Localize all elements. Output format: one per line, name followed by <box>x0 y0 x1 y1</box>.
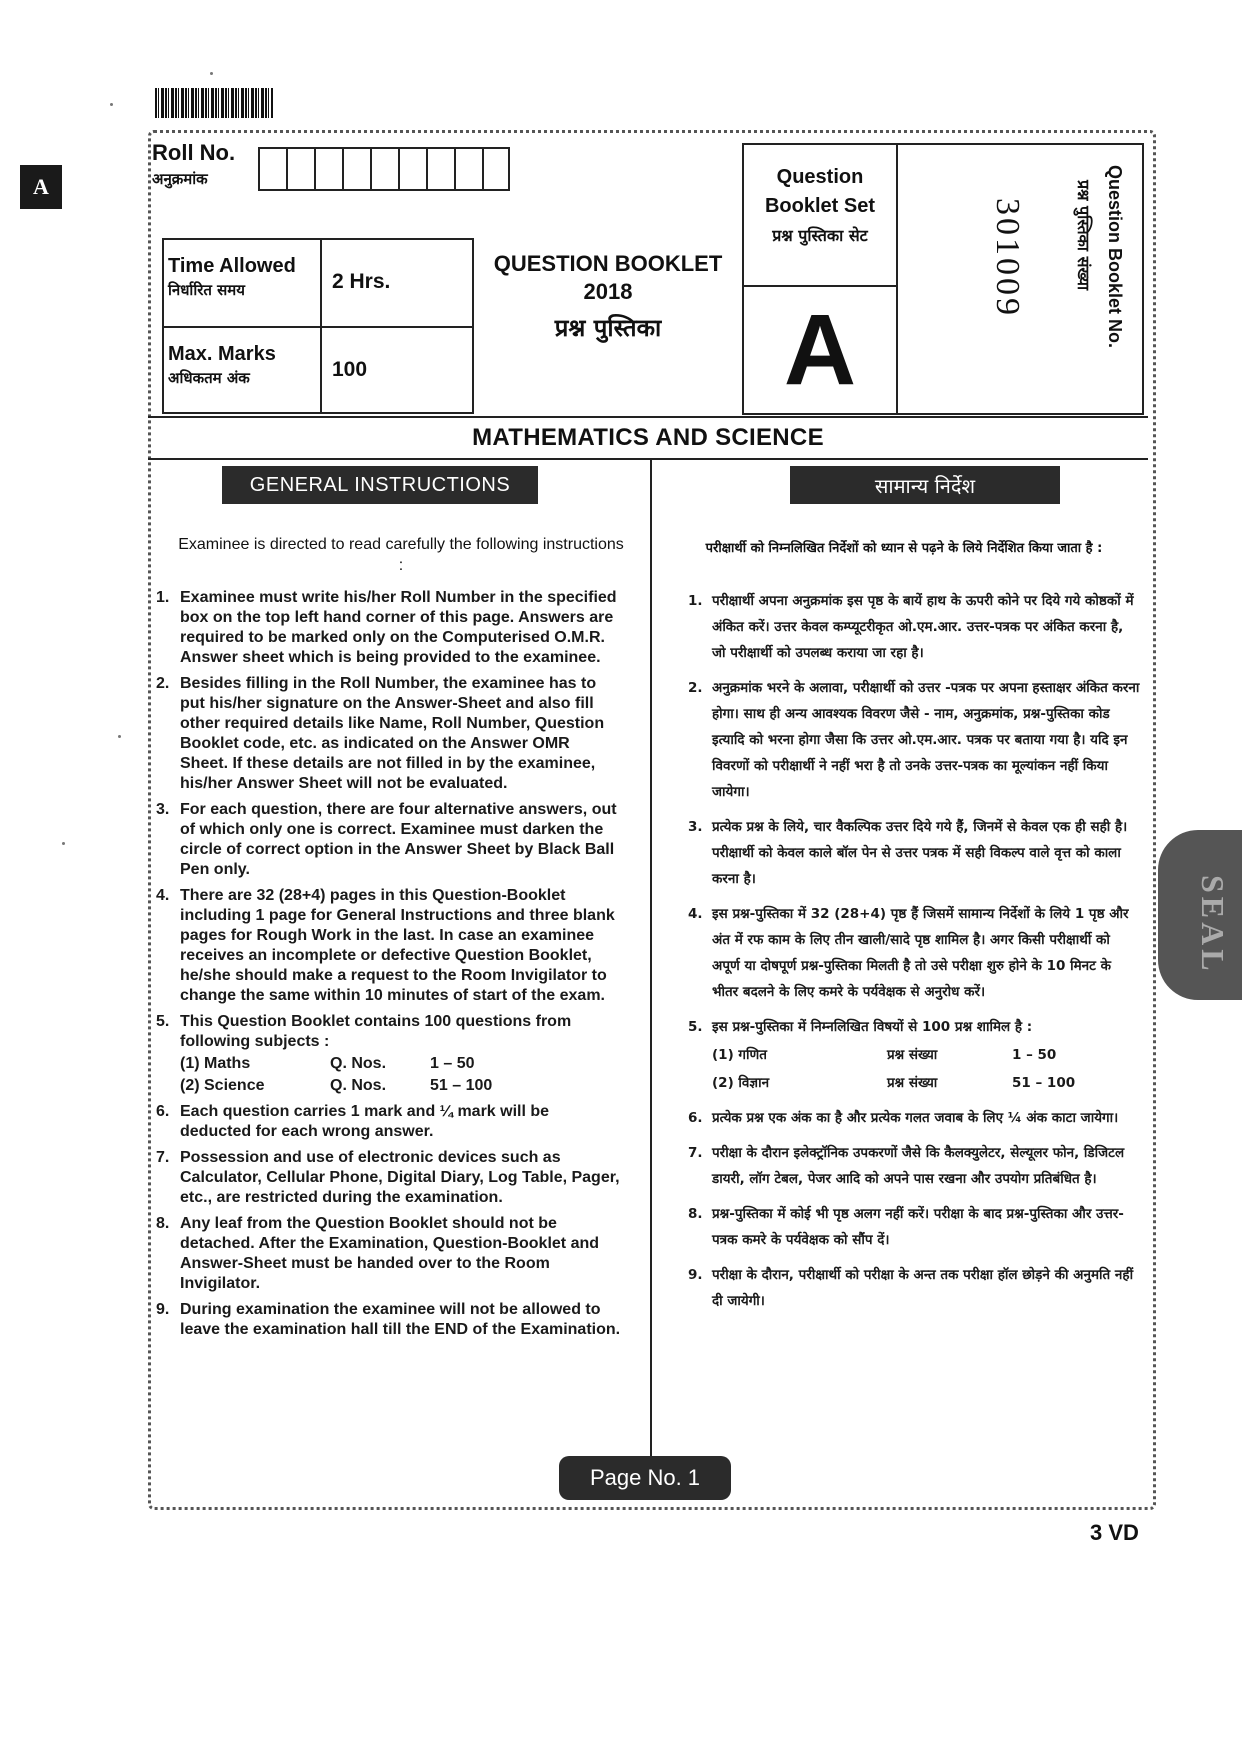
list-item: 3. प्रत्येक प्रश्न के लिये, चार वैकल्पिक उत्तर दिये गये हैं, जिनमें से केवल एक ही सही है। परीक्षार्थी को केवल काले बॉल पेन से उत्तर पत्रक में सही विकल्प वाले वृत्त को काला करना है। <box>688 819 1128 887</box>
booklet-number-label-hi: प्रश्न पुस्तिका संख्या <box>1074 180 1093 291</box>
list-item: 2. Besides filling in the Roll Number, the examinee has to put his/her signature on the Answer-Sheet and also fill other required details like Name, Roll Number, Question Booklet code, etc. as indicated on the Answer OMR Sheet. If these details are not filled in by the examinee, his/her Answer Sheet will not be evaluated. <box>156 675 605 792</box>
general-instructions-header: GENERAL INSTRUCTIONS <box>222 466 538 504</box>
subjects-table-hi: (1) गणित प्रश्न संख्या 1 – 50 (2) विज्ञान प्रश्न संख्या 51 – 100 <box>712 1047 1076 1091</box>
roll-digit-box[interactable] <box>398 147 426 191</box>
list-item: 8. प्रश्न-पुस्तिका में कोई भी पृष्ठ अलग नहीं करें। परीक्षा के बाद प्रश्न-पुस्तिका और उत्तर-पत्रक कमरे के पर्यवेक्षक को सौंप दें। <box>688 1206 1124 1248</box>
set-side-tag: A <box>20 165 62 209</box>
booklet-title-hi: प्रश्न पुस्तिका <box>554 314 662 342</box>
marks-value: 100 <box>332 358 368 381</box>
booklet-serial-number: 301009 <box>989 198 1026 318</box>
list-item: 1. Examinee must write his/her Roll Number in the specified box on the top left hand corner of this page. Answers are required to be marked only on the Computerised O.M.R. Answer sheet which is being provided to the examinee. <box>156 589 617 666</box>
list-item: 2. अनुक्रमांक भरने के अलावा, परीक्षार्थी को उत्तर -पत्रक पर अपना हस्ताक्षर अंकित करना होगा। साथ ही अन्य आवश्यक विवरण जैसे - नाम, अनुक्रमांक, प्रश्न-पुस्तिका कोड इत्यादि को भरना होगा जैसा कि उत्तर ओ.एम.आर. पत्रक पर बताया गया है। यदि इन विवरणों को परीक्षार्थी ने नहीं भरा है तो उनके उत्तर-पत्रक का मूल्यांकन नहीं किया जायेगा। <box>688 680 1140 800</box>
booklet-year: 2018 <box>583 279 633 304</box>
time-value: 2 Hrs. <box>332 270 391 293</box>
time-label: Time Allowed निर्धारित समय <box>168 255 296 299</box>
time-marks-table <box>162 238 474 414</box>
list-item: 5. इस प्रश्न-पुस्तिका में निम्नलिखित विषयों से 100 प्रश्न शामिल है : (1) गणित प्रश्न संख्या 1 – 50 (2) विज्ञान प्रश्न संख्या 51 – 100 <box>688 1014 1140 1096</box>
footer-code: 3 VD <box>1090 1520 1139 1545</box>
divider-line <box>148 458 1148 460</box>
list-item: 6. Each question carries 1 mark and ¼ mark will be deducted for each wrong answer. <box>156 1103 550 1140</box>
marks-row <box>164 326 472 414</box>
roll-digit-box[interactable] <box>454 147 482 191</box>
page-number: Page No. 1 <box>559 1456 731 1500</box>
booklet-set-label: Question Booklet Set प्रश्न पुस्तिका सेट <box>744 145 896 287</box>
roll-digit-box[interactable] <box>482 147 510 191</box>
instructions-list-hi <box>688 588 1140 1323</box>
booklet-set-box <box>742 143 898 415</box>
list-item: 6. प्रत्येक प्रश्न एक अंक का है और प्रत्येक गलत जवाब के लिए ¼ अंक काटा जायेगा। <box>688 1110 1119 1126</box>
roll-digit-box[interactable] <box>370 147 398 191</box>
barcode <box>155 88 273 118</box>
roll-digit-box[interactable] <box>314 147 342 191</box>
column-divider <box>650 460 652 1460</box>
speck <box>210 72 213 75</box>
booklet-title: QUESTION BOOKLET 2018 प्रश्न पुस्तिका <box>476 250 740 342</box>
speck <box>62 842 65 845</box>
speck <box>118 735 121 738</box>
marks-label: Max. Marks अधिकतम अंक <box>168 343 276 387</box>
list-item: 3. For each question, there are four alternative answers, out of which only one is correct. Examinee must darken the circle of correct option in the Answer Sheet by Black Ball Pen only. <box>156 801 617 878</box>
roll-number-boxes[interactable] <box>258 147 510 191</box>
roll-digit-box[interactable] <box>258 147 286 191</box>
intro-text: Examinee is directed to read carefully the following instructions : <box>178 536 624 574</box>
list-item: 7. Possession and use of electronic devices such as Calculator, Cellular Phone, Digital Diary, Log Table, Pager, etc., are restricted during the examination. <box>156 1149 620 1206</box>
speck <box>110 103 113 106</box>
seal-sticker <box>1158 830 1242 1000</box>
intro-text-hi: परीक्षार्थी को निम्नलिखित निर्देशों को ध्यान से पढ़ने के लिये निर्देशित किया जाता है : <box>705 541 1103 556</box>
list-item: 8. Any leaf from the Question Booklet should not be detached. After the Examination, Question-Booklet and Answer-Sheet must be handed over to the Room Invigilator. <box>156 1215 600 1292</box>
list-item: 7. परीक्षा के दौरान इलेक्ट्रॉनिक उपकरणों जैसे कि कैलक्युलेटर, सेल्यूलर फोन, डिजिटल डायरी, लॉग टेबल, पेजर आदि को अपने पास रखना और उपयोग प्रतिबंधित है। <box>688 1145 1125 1187</box>
roll-digit-box[interactable] <box>426 147 454 191</box>
subjects-table: (1) Maths Q. Nos. 1 – 50 (2) Science Q. Nos. 51 – 100 <box>180 1055 493 1094</box>
roll-digit-box[interactable] <box>342 147 370 191</box>
list-item: 5. This Question Booklet contains 100 questions from following subjects : (1) Maths Q. Nos. 1 – 50 (2) Science Q. Nos. 51 – 100 <box>156 1012 622 1096</box>
general-instructions-header-hi: सामान्य निर्देश <box>790 466 1060 504</box>
subject-title: MATHEMATICS AND SCIENCE <box>472 424 824 451</box>
list-item: 4. There are 32 (28+4) pages in this Question-Booklet including 1 page for General Instructions and three blank pages for Rough Work in the last. In case an examinee receives an incomplete or defective Question Booklet, he/she should make a request to the Room Invigilator to change the same within 10 minutes of start of the exam. <box>156 887 615 1004</box>
roll-label-hi: अनुक्रमांक <box>152 170 208 188</box>
list-item: 9. परीक्षा के दौरान, परीक्षार्थी को परीक्षा के अन्त तक परीक्षा हॉल छोड़ने की अनुमति नहीं दी जायेगी। <box>688 1267 1134 1309</box>
list-item: 1. परीक्षार्थी अपना अनुक्रमांक इस पृष्ठ के बायें हाथ के ऊपरी कोने पर दिये गये कोष्ठकों में अंकित करें। उत्तर केवल कम्प्यूटरीकृत ओ.एम.आर. उत्तर-पत्रक पर अंकित करना है, जो परीक्षार्थी को उपलब्ध कराया जा रहा है। <box>688 593 1134 661</box>
list-item: 4. इस प्रश्न-पुस्तिका में 32 (28+4) पृष्ठ हैं जिसमें सामान्य निर्देशों के लिये 1 पृष्ठ और अंत में रफ काम के लिए तीन खाली/सादे पृष्ठ शामिल है। अगर किसी परीक्षार्थी को अपूर्ण या दोषपूर्ण प्रश्न-पुस्तिका मिलती है तो उसे परीक्षा शुरु होने के 10 मिनट के भीतर बदलने के लिए कमरे के पर्यवेक्षक से अनुरोध करें। <box>688 906 1129 1000</box>
table-divider <box>320 240 322 412</box>
time-row <box>164 240 472 326</box>
booklet-set-value: A <box>783 294 857 406</box>
list-item: 9. During examination the examinee will not be allowed to leave the examination hall till the END of the Examination. <box>156 1301 621 1338</box>
roll-label-en: Roll No. <box>152 140 236 165</box>
roll-digit-box[interactable] <box>286 147 314 191</box>
divider-line <box>148 416 1148 418</box>
roll-number-label <box>152 140 235 192</box>
booklet-number-label: Question Booklet No. <box>1105 165 1125 349</box>
instructions-list <box>156 588 622 1346</box>
seal-text: SEAL <box>1195 875 1231 975</box>
